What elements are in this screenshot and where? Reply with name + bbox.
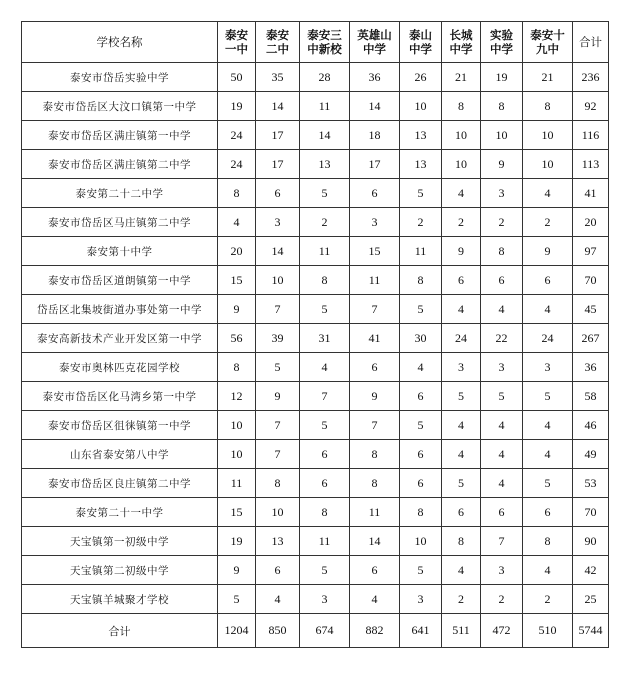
quota-cell: 5 <box>400 295 442 324</box>
quota-cell: 22 <box>481 324 523 353</box>
row-total-cell: 70 <box>573 498 609 527</box>
quota-cell: 8 <box>218 353 256 382</box>
header-line-2: 二中 <box>266 42 289 56</box>
header-line-2: 中新校 <box>307 42 342 56</box>
quota-cell: 50 <box>218 63 256 92</box>
column-total-cell: 1204 <box>218 614 256 648</box>
header-school-column <box>256 22 300 63</box>
school-name-cell: 天宝镇第一初级中学 <box>22 527 218 556</box>
quota-cell: 5 <box>523 382 573 411</box>
quota-cell: 9 <box>350 382 400 411</box>
quota-cell: 19 <box>218 527 256 556</box>
school-name-cell: 泰安高新技术产业开发区第一中学 <box>22 324 218 353</box>
quota-cell: 13 <box>400 150 442 179</box>
quota-cell: 24 <box>523 324 573 353</box>
quota-cell: 10 <box>218 440 256 469</box>
school-name-cell: 天宝镇羊城聚才学校 <box>22 585 218 614</box>
quota-cell: 8 <box>481 92 523 121</box>
quota-cell: 4 <box>400 353 442 382</box>
quota-cell: 24 <box>442 324 481 353</box>
row-total-cell: 113 <box>573 150 609 179</box>
quota-cell: 41 <box>350 324 400 353</box>
quota-cell: 3 <box>350 208 400 237</box>
quota-cell: 6 <box>523 266 573 295</box>
quota-cell: 11 <box>300 527 350 556</box>
quota-cell: 24 <box>218 121 256 150</box>
quota-cell: 2 <box>442 208 481 237</box>
quota-cell: 14 <box>300 121 350 150</box>
quota-cell: 17 <box>256 121 300 150</box>
header-line-1: 实验 <box>490 28 513 42</box>
quota-cell: 9 <box>218 556 256 585</box>
quota-cell: 10 <box>523 150 573 179</box>
header-line-2: 九中 <box>536 42 559 56</box>
quota-cell: 4 <box>442 179 481 208</box>
quota-cell: 5 <box>300 411 350 440</box>
quota-cell: 3 <box>300 585 350 614</box>
quota-cell: 2 <box>481 208 523 237</box>
quota-cell: 8 <box>256 469 300 498</box>
school-name-cell: 泰安市岱岳区徂徕镇第一中学 <box>22 411 218 440</box>
quota-cell: 14 <box>256 237 300 266</box>
quota-cell: 4 <box>523 295 573 324</box>
quota-cell: 7 <box>256 440 300 469</box>
allocation-table <box>21 21 609 648</box>
header-line-1: 英雄山 <box>357 28 392 42</box>
quota-cell: 5 <box>300 295 350 324</box>
row-total-cell: 49 <box>573 440 609 469</box>
quota-cell: 36 <box>350 63 400 92</box>
row-total-cell: 36 <box>573 353 609 382</box>
quota-cell: 6 <box>442 498 481 527</box>
row-total-cell: 267 <box>573 324 609 353</box>
quota-cell: 11 <box>218 469 256 498</box>
table-row <box>22 353 609 382</box>
table-row <box>22 411 609 440</box>
school-name-cell: 泰安第二十二中学 <box>22 179 218 208</box>
row-total-cell: 53 <box>573 469 609 498</box>
quota-cell: 13 <box>256 527 300 556</box>
quota-cell: 11 <box>300 237 350 266</box>
quota-cell: 4 <box>481 411 523 440</box>
column-total-cell: 472 <box>481 614 523 648</box>
header-school-name: 学校名称 <box>22 22 218 63</box>
school-name-cell: 泰安市岱岳区道朗镇第一中学 <box>22 266 218 295</box>
quota-cell: 14 <box>350 92 400 121</box>
quota-cell: 9 <box>442 237 481 266</box>
quota-cell: 2 <box>523 585 573 614</box>
table-row <box>22 121 609 150</box>
column-total-cell: 510 <box>523 614 573 648</box>
quota-cell: 10 <box>256 266 300 295</box>
school-name-cell: 泰安市奥林匹克花园学校 <box>22 353 218 382</box>
quota-cell: 4 <box>442 295 481 324</box>
quota-cell: 5 <box>300 179 350 208</box>
table-row <box>22 92 609 121</box>
quota-cell: 10 <box>400 527 442 556</box>
quota-cell: 26 <box>400 63 442 92</box>
quota-cell: 10 <box>481 121 523 150</box>
table-row <box>22 585 609 614</box>
quota-cell: 8 <box>218 179 256 208</box>
row-total-cell: 116 <box>573 121 609 150</box>
header-school-column <box>300 22 350 63</box>
table-row <box>22 382 609 411</box>
quota-cell: 8 <box>400 498 442 527</box>
quota-cell: 5 <box>400 556 442 585</box>
quota-cell: 5 <box>218 585 256 614</box>
quota-cell: 39 <box>256 324 300 353</box>
quota-cell: 11 <box>300 92 350 121</box>
table-row <box>22 324 609 353</box>
header-line-1: 泰安 <box>266 28 289 42</box>
header-line-2: 中学 <box>409 42 432 56</box>
quota-cell: 11 <box>400 237 442 266</box>
quota-cell: 19 <box>481 63 523 92</box>
quota-cell: 10 <box>256 498 300 527</box>
header-school-column <box>481 22 523 63</box>
table-row <box>22 440 609 469</box>
quota-cell: 8 <box>442 527 481 556</box>
quota-cell: 8 <box>442 92 481 121</box>
quota-cell: 6 <box>400 440 442 469</box>
quota-cell: 10 <box>523 121 573 150</box>
quota-cell: 35 <box>256 63 300 92</box>
header-line-2: 中学 <box>363 42 386 56</box>
quota-cell: 21 <box>442 63 481 92</box>
quota-cell: 3 <box>481 179 523 208</box>
quota-cell: 11 <box>350 266 400 295</box>
row-total-cell: 41 <box>573 179 609 208</box>
quota-cell: 14 <box>256 92 300 121</box>
table-row <box>22 556 609 585</box>
quota-cell: 30 <box>400 324 442 353</box>
header-line-1: 泰安 <box>225 28 248 42</box>
total-row <box>22 614 609 648</box>
school-name-cell: 岱岳区北集坡街道办事处第一中学 <box>22 295 218 324</box>
quota-cell: 4 <box>523 556 573 585</box>
header-line-1: 泰山 <box>409 28 432 42</box>
column-total-cell: 674 <box>300 614 350 648</box>
header-line-2: 一中 <box>225 42 248 56</box>
quota-cell: 3 <box>481 353 523 382</box>
table-body <box>22 63 609 614</box>
school-name-cell: 泰安市岱岳区马庄镇第二中学 <box>22 208 218 237</box>
quota-cell: 5 <box>442 469 481 498</box>
school-name-cell: 山东省泰安第八中学 <box>22 440 218 469</box>
table-row <box>22 179 609 208</box>
school-name-cell: 泰安市岱岳区满庄镇第二中学 <box>22 150 218 179</box>
quota-cell: 12 <box>218 382 256 411</box>
quota-cell: 6 <box>350 353 400 382</box>
header-school-column <box>350 22 400 63</box>
quota-cell: 5 <box>481 382 523 411</box>
quota-cell: 3 <box>523 353 573 382</box>
quota-cell: 6 <box>300 440 350 469</box>
table-row <box>22 498 609 527</box>
quota-cell: 6 <box>256 556 300 585</box>
quota-cell: 6 <box>350 179 400 208</box>
header-total: 合计 <box>573 22 609 63</box>
quota-cell: 10 <box>442 121 481 150</box>
quota-cell: 17 <box>350 150 400 179</box>
quota-cell: 9 <box>256 382 300 411</box>
header-school-column <box>218 22 256 63</box>
table-row <box>22 266 609 295</box>
quota-cell: 13 <box>300 150 350 179</box>
quota-cell: 5 <box>442 382 481 411</box>
row-total-cell: 46 <box>573 411 609 440</box>
grand-total-cell: 5744 <box>573 614 609 648</box>
header-line-1: 泰安三 <box>307 28 342 42</box>
row-total-cell: 97 <box>573 237 609 266</box>
header-line-2: 中学 <box>449 42 473 56</box>
quota-cell: 10 <box>442 150 481 179</box>
quota-cell: 2 <box>442 585 481 614</box>
quota-cell: 15 <box>218 266 256 295</box>
quota-cell: 6 <box>481 266 523 295</box>
quota-cell: 4 <box>442 440 481 469</box>
table-row <box>22 527 609 556</box>
quota-cell: 3 <box>400 585 442 614</box>
column-total-cell: 641 <box>400 614 442 648</box>
quota-cell: 8 <box>400 266 442 295</box>
quota-cell: 8 <box>350 440 400 469</box>
row-total-cell: 58 <box>573 382 609 411</box>
quota-cell: 21 <box>523 63 573 92</box>
quota-cell: 4 <box>523 440 573 469</box>
quota-cell: 5 <box>400 179 442 208</box>
table-row <box>22 295 609 324</box>
quota-cell: 4 <box>256 585 300 614</box>
table-footer <box>22 614 609 648</box>
quota-cell: 6 <box>350 556 400 585</box>
header-row <box>22 22 609 63</box>
table-row <box>22 469 609 498</box>
quota-cell: 3 <box>481 556 523 585</box>
quota-cell: 2 <box>400 208 442 237</box>
column-total-cell: 850 <box>256 614 300 648</box>
quota-cell: 13 <box>400 121 442 150</box>
school-name-cell: 泰安市岱岳区满庄镇第一中学 <box>22 121 218 150</box>
row-total-cell: 42 <box>573 556 609 585</box>
quota-cell: 6 <box>442 266 481 295</box>
header-school-column <box>523 22 573 63</box>
table-header <box>22 22 609 63</box>
quota-cell: 5 <box>523 469 573 498</box>
row-total-cell: 45 <box>573 295 609 324</box>
row-total-cell: 90 <box>573 527 609 556</box>
quota-cell: 8 <box>350 469 400 498</box>
quota-cell: 8 <box>300 266 350 295</box>
table-row <box>22 150 609 179</box>
quota-cell: 3 <box>256 208 300 237</box>
school-name-cell: 天宝镇第二初级中学 <box>22 556 218 585</box>
quota-cell: 3 <box>442 353 481 382</box>
quota-cell: 9 <box>218 295 256 324</box>
quota-cell: 6 <box>523 498 573 527</box>
quota-cell: 7 <box>300 382 350 411</box>
quota-cell: 28 <box>300 63 350 92</box>
quota-cell: 4 <box>523 411 573 440</box>
school-name-cell: 泰安市岱岳区大汶口镇第一中学 <box>22 92 218 121</box>
quota-cell: 7 <box>256 295 300 324</box>
quota-cell: 10 <box>400 92 442 121</box>
table-row <box>22 63 609 92</box>
quota-cell: 2 <box>523 208 573 237</box>
quota-cell: 56 <box>218 324 256 353</box>
quota-cell: 4 <box>523 179 573 208</box>
quota-cell: 14 <box>350 527 400 556</box>
school-name-cell: 泰安第二十一中学 <box>22 498 218 527</box>
quota-cell: 4 <box>442 411 481 440</box>
school-name-cell: 泰安市岱岳实验中学 <box>22 63 218 92</box>
quota-cell: 4 <box>350 585 400 614</box>
quota-cell: 8 <box>481 237 523 266</box>
school-name-cell: 泰安第十中学 <box>22 237 218 266</box>
quota-cell: 2 <box>481 585 523 614</box>
row-total-cell: 236 <box>573 63 609 92</box>
column-total-cell: 882 <box>350 614 400 648</box>
row-total-cell: 70 <box>573 266 609 295</box>
quota-cell: 11 <box>350 498 400 527</box>
column-total-cell: 511 <box>442 614 481 648</box>
quota-cell: 2 <box>300 208 350 237</box>
header-line-1: 长城 <box>449 28 473 42</box>
row-total-cell: 25 <box>573 585 609 614</box>
quota-cell: 15 <box>350 237 400 266</box>
quota-cell: 6 <box>400 382 442 411</box>
quota-cell: 6 <box>481 498 523 527</box>
quota-cell: 4 <box>300 353 350 382</box>
header-line-1: 泰安十 <box>530 28 565 42</box>
quota-cell: 4 <box>442 556 481 585</box>
table-row <box>22 237 609 266</box>
quota-cell: 20 <box>218 237 256 266</box>
table-row <box>22 208 609 237</box>
total-label-cell: 合计 <box>22 614 218 648</box>
quota-cell: 17 <box>256 150 300 179</box>
quota-cell: 7 <box>350 295 400 324</box>
quota-cell: 7 <box>481 527 523 556</box>
quota-cell: 5 <box>256 353 300 382</box>
header-school-column <box>442 22 481 63</box>
quota-cell: 7 <box>350 411 400 440</box>
quota-cell: 19 <box>218 92 256 121</box>
quota-cell: 8 <box>523 527 573 556</box>
quota-cell: 9 <box>481 150 523 179</box>
row-total-cell: 92 <box>573 92 609 121</box>
quota-cell: 10 <box>218 411 256 440</box>
quota-cell: 6 <box>256 179 300 208</box>
quota-cell: 15 <box>218 498 256 527</box>
header-line-2: 中学 <box>490 42 513 56</box>
quota-cell: 4 <box>481 295 523 324</box>
header-school-column <box>400 22 442 63</box>
quota-cell: 8 <box>300 498 350 527</box>
quota-cell: 5 <box>300 556 350 585</box>
quota-cell: 18 <box>350 121 400 150</box>
quota-cell: 24 <box>218 150 256 179</box>
quota-cell: 5 <box>400 411 442 440</box>
row-total-cell: 20 <box>573 208 609 237</box>
quota-cell: 31 <box>300 324 350 353</box>
quota-cell: 4 <box>481 469 523 498</box>
school-name-cell: 泰安市岱岳区良庄镇第二中学 <box>22 469 218 498</box>
quota-cell: 6 <box>400 469 442 498</box>
quota-cell: 9 <box>523 237 573 266</box>
school-name-cell: 泰安市岱岳区化马湾乡第一中学 <box>22 382 218 411</box>
quota-cell: 7 <box>256 411 300 440</box>
quota-cell: 8 <box>523 92 573 121</box>
quota-cell: 4 <box>481 440 523 469</box>
quota-cell: 4 <box>218 208 256 237</box>
quota-cell: 6 <box>300 469 350 498</box>
